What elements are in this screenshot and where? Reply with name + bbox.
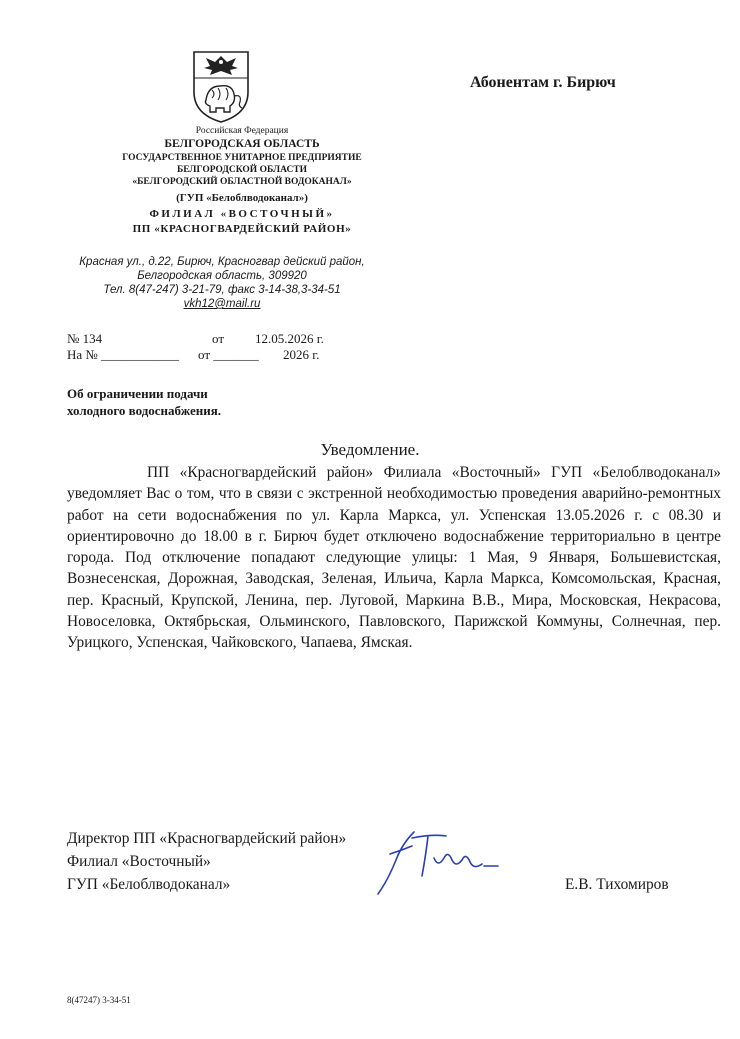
region-label: БЕЛГОРОДСКАЯ ОБЛАСТЬ (164, 138, 320, 150)
outgoing-number: № 134 (67, 331, 103, 346)
coat-of-arms-emblem (188, 48, 254, 124)
footer-phone: 8(47247) 3-34-51 (67, 995, 131, 1005)
reference-number (67, 347, 319, 363)
email-line (40, 298, 404, 310)
subject-line-1: Об ограничении подачи (67, 386, 208, 401)
org-short-name: (ГУП «Белоблводоканал») (176, 192, 308, 204)
reference-year: 2026 г. (283, 347, 320, 362)
address-line-2: Белгородская область, 309920 (137, 270, 307, 282)
org-line-1: ГОСУДАРСТВЕННОЕ УНИТАРНОЕ ПРЕДПРИЯТИЕ (122, 153, 362, 163)
letter-date: 12.05.2026 г. (255, 331, 324, 346)
notice-title: Уведомление. (320, 440, 420, 459)
notice-body (67, 462, 721, 654)
recipient-heading: Абонентам г. Бирюч (470, 74, 616, 91)
notice-paragraph: ПП «Красногвардейский район» Филиала «Восточный» ГУП «Белоблводоканал» уведомляет Вас о том, что в связи с экстренной необходимостью проведения аварийно-ремонтных работ на сети водоснабжения по ул. Карла Маркса, ул. Успенская 13.05.2026 г. с 08.30 и ориентировочно до 18.00 в г. Бирюч будет отключено водоснабжение территориально в центре города. Под отключение попадают следующие улицы: 1 Мая, 9 Января, Большевистская, Вознесенская, Дорожная, Заводская, Зеленая, Ильича, Карла Маркса, Комсомольская, Красная, пер. Красный, Крупской, Ленина, пер. Луговой, Маркина В.В., Мира, Московская, Некрасова, Новоселовка, Октябрьская, Ольминского, Павловского, Парижской Коммуны, Солнечная, пер. Урицкого, Успенская, Чайковского, Чапаева, Ямская. (67, 464, 721, 652)
handwritten-signature (372, 824, 512, 900)
org-line-3: «БЕЛГОРОДСКИЙ ОБЛАСТНОЙ ВОДОКАНАЛ» (132, 177, 352, 187)
reference-label: На № ____________ (67, 347, 180, 362)
phone-fax-line: Тел. 8(47-247) 3-21-79, факс 3-14-38,3-34-51 (103, 284, 341, 296)
from-label: от (212, 331, 225, 346)
branch-name: ФИЛИАЛ «ВОСТОЧНЫЙ» (149, 208, 335, 220)
email-link[interactable]: vkh12@mail.ru (183, 298, 261, 310)
org-line-2: БЕЛГОРОДСКОЙ ОБЛАСТИ (176, 165, 308, 175)
division-name: ПП «КРАСНОГВАРДЕЙСКИЙ РАЙОН» (132, 223, 352, 235)
subject-line-2: холодного водоснабжения. (67, 403, 222, 418)
signer-name: Е.В. Тихомиров (565, 876, 669, 893)
signature-title-line-3: ГУП «Белоблводоканал» (67, 876, 231, 893)
federation-label: Российская Федерация (195, 126, 289, 136)
signature-title-line-1: Директор ПП «Красногвардейский район» (67, 830, 347, 847)
address-line-1: Красная ул., д.22, Бирюч, Красногвар дейский район, (79, 256, 365, 268)
registration-number (67, 331, 324, 347)
signature-title-line-2: Филиал «Восточный» (67, 853, 211, 870)
reference-from: от _______ (198, 347, 259, 362)
